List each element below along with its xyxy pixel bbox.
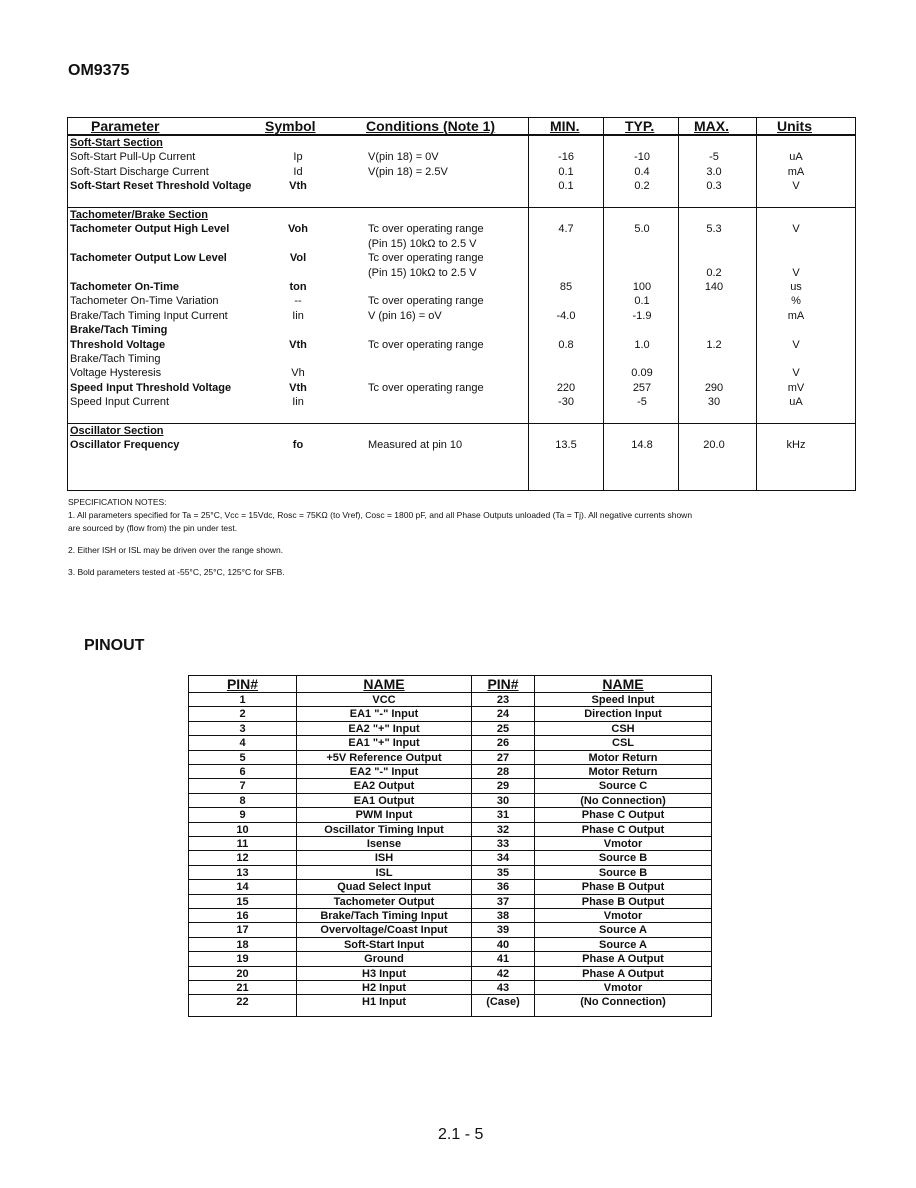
spec-typ: 14.8 xyxy=(631,439,653,452)
spec-typ: 100 xyxy=(632,281,652,293)
page-title: OM9375 xyxy=(68,62,130,79)
pin-name-2: Motor Return xyxy=(588,751,658,764)
spec-section-row xyxy=(68,208,855,222)
spec-row xyxy=(68,294,855,308)
pinout-row xyxy=(189,692,711,706)
pin-name-2: Direction Input xyxy=(584,708,662,721)
spec-row xyxy=(68,179,855,193)
pin-number: 11 xyxy=(236,838,249,850)
spec-typ: 0.2 xyxy=(634,180,650,193)
pin-name-2: Phase B Output xyxy=(581,881,665,894)
spec-param: Soft-Start Discharge Current xyxy=(70,165,209,178)
note-2: 2. Either ISH or ISL may be driven over the range shown. xyxy=(68,545,284,555)
pinout-row xyxy=(189,778,711,792)
pinout-row xyxy=(189,721,711,735)
spec-min: 0.8 xyxy=(558,338,574,351)
pinout-header-name: NAME xyxy=(363,676,405,692)
pin-name-2: Phase A Output xyxy=(582,953,664,966)
spec-typ: 5.0 xyxy=(634,223,650,236)
spec-typ: 0.1 xyxy=(634,295,650,308)
pin-name: H1 Input xyxy=(362,996,406,1009)
spec-param: Threshold Voltage xyxy=(70,338,166,351)
spec-conditions: V(pin 18) = 0V xyxy=(368,151,439,164)
pin-number: 1 xyxy=(239,694,246,706)
spec-units: V xyxy=(792,223,800,236)
spec-conditions: (Pin 15) 10kΩ to 2.5 V xyxy=(368,266,477,279)
spec-conditions: Tc over operating range xyxy=(368,223,484,236)
spec-param: Brake/Tach Timing xyxy=(70,324,168,337)
spec-units: V xyxy=(792,180,800,193)
pin-number: 9 xyxy=(239,809,246,822)
pinout-row xyxy=(189,735,711,749)
pin-number-2: 34 xyxy=(496,852,510,865)
note-3: 3. Bold parameters tested at -55°C, 25°C, 125°C for SFB. xyxy=(68,567,285,577)
pin-number: 13 xyxy=(236,866,249,879)
spec-symbol: Iin xyxy=(292,309,304,322)
spec-max: 0.3 xyxy=(706,180,722,193)
pin-number: 17 xyxy=(236,924,249,937)
pinout-row xyxy=(189,793,711,807)
pinout-row xyxy=(189,980,711,994)
spec-min: 220 xyxy=(556,381,576,394)
spec-units: uA xyxy=(789,396,803,409)
pin-number: 10 xyxy=(236,823,249,836)
pin-number: 20 xyxy=(236,967,249,980)
spec-max: -5 xyxy=(709,151,719,164)
spec-min: -16 xyxy=(558,151,574,164)
note-1-continued: are sourced by (flow from) the pin under test. xyxy=(68,523,238,533)
pin-number: 18 xyxy=(236,938,249,951)
pinout-title: PINOUT xyxy=(84,637,145,654)
pin-name-2: (No Connection) xyxy=(580,996,666,1009)
pin-number-2: 33 xyxy=(496,838,510,850)
pinout-row xyxy=(189,908,711,922)
pin-name: ISH xyxy=(374,852,394,865)
pinout-row xyxy=(189,822,711,836)
pin-name: EA2 Output xyxy=(353,780,415,793)
pin-name: EA1 Output xyxy=(353,794,415,807)
pinout-header-pin: PIN# xyxy=(226,676,259,692)
pin-number-2: 27 xyxy=(496,751,510,764)
pin-name-2: Phase C Output xyxy=(581,809,665,822)
spec-row xyxy=(68,165,855,179)
spec-param: Soft-Start Reset Threshold Voltage xyxy=(70,180,252,193)
pinout-row xyxy=(189,764,711,778)
spec-param: Brake/Tach Timing Input Current xyxy=(70,309,228,322)
spec-units: V xyxy=(792,338,800,351)
spec-symbol: Vh xyxy=(291,367,305,380)
pin-name-2: Vmotor xyxy=(603,838,643,850)
pin-number-2: 24 xyxy=(496,708,510,721)
pin-number: 21 xyxy=(236,982,249,994)
pin-name: Isense xyxy=(366,838,402,850)
spec-typ: 1.0 xyxy=(634,338,650,351)
pinout-row xyxy=(189,994,711,1008)
pin-number: 16 xyxy=(236,910,249,922)
pin-name: H3 Input xyxy=(362,967,406,980)
pin-number: 12 xyxy=(236,852,249,865)
spec-units: mV xyxy=(787,381,805,394)
spec-row xyxy=(68,381,855,395)
pin-name-2: Source B xyxy=(598,852,648,865)
pin-number: 2 xyxy=(239,708,246,721)
header-parameter: Parameter xyxy=(91,118,160,134)
spec-min: 0.1 xyxy=(558,165,574,178)
spec-symbol: ton xyxy=(289,281,307,293)
pinout-header-name-2: NAME xyxy=(602,676,644,692)
spec-conditions: Tc over operating range xyxy=(368,338,484,351)
spec-units: % xyxy=(791,295,801,308)
spec-param: Soft-Start Section xyxy=(70,137,163,149)
spec-conditions: (Pin 15) 10kΩ to 2.5 V xyxy=(368,237,477,250)
spec-units: mA xyxy=(787,309,805,322)
pin-name: Quad Select Input xyxy=(337,881,431,894)
pin-number-2: 31 xyxy=(496,809,510,822)
pin-name-2: Source A xyxy=(599,924,647,937)
spec-param: Voltage Hysteresis xyxy=(70,367,162,380)
spec-units: us xyxy=(790,281,802,293)
spec-conditions: V(pin 18) = 2.5V xyxy=(368,165,448,178)
pin-number-2: 29 xyxy=(496,780,510,793)
spec-min: 85 xyxy=(559,281,573,293)
spec-row xyxy=(68,237,855,251)
pinout-table xyxy=(188,675,712,1017)
spec-param: Tachometer/Brake Section xyxy=(70,209,208,221)
spec-row xyxy=(68,251,855,265)
specification-notes xyxy=(68,496,858,579)
pin-number-2: 30 xyxy=(496,794,510,807)
spec-min: -30 xyxy=(558,396,574,409)
spec-conditions: Tc over operating range xyxy=(368,252,484,265)
spec-min: 13.5 xyxy=(555,439,577,452)
pin-name: EA1 "+" Input xyxy=(348,737,420,750)
pin-number: 14 xyxy=(236,881,249,894)
spec-max: 290 xyxy=(704,381,724,394)
header-min: MIN. xyxy=(550,118,580,134)
pin-number-2: 32 xyxy=(496,823,510,836)
spec-max: 140 xyxy=(704,281,724,293)
pin-name-2: Motor Return xyxy=(588,766,658,778)
header-conditions: Conditions (Note 1) xyxy=(366,118,496,134)
spec-units: V xyxy=(792,367,800,380)
spec-symbol: Vth xyxy=(289,338,307,351)
pin-number: 15 xyxy=(236,895,249,908)
header-symbol: Symbol xyxy=(265,118,316,134)
pin-name: EA2 "+" Input xyxy=(348,722,420,735)
pinout-row xyxy=(189,836,711,850)
pinout-row xyxy=(189,937,711,951)
spec-param: Speed Input Current xyxy=(70,396,170,409)
pin-name: Ground xyxy=(364,953,404,966)
spec-max: 3.0 xyxy=(706,165,722,178)
spec-row xyxy=(68,323,855,337)
spec-symbol: Id xyxy=(293,165,303,178)
specifications-table xyxy=(67,117,856,491)
spec-section-row xyxy=(68,136,855,150)
spec-param: Oscillator Section xyxy=(70,425,164,437)
note-1: 1. All parameters specified for Ta = 25°C, Vcc = 15Vdc, Rosc = 75KΩ (to Vref), Cosc = 1800 pF, and all Phase Outputs unloaded (Ta = Tj). All negative currents shown xyxy=(68,510,693,520)
spec-row xyxy=(68,366,855,380)
header-typ: TYP. xyxy=(625,118,655,134)
pin-name-2: Phase A Output xyxy=(582,967,664,980)
spec-row xyxy=(68,194,855,208)
spec-typ: -10 xyxy=(634,151,650,164)
spec-param: Tachometer On-Time xyxy=(70,281,180,293)
spec-symbol: Vth xyxy=(289,180,307,193)
spec-units: V xyxy=(792,266,800,279)
spec-row xyxy=(68,338,855,352)
pin-number: 5 xyxy=(239,751,246,764)
pin-name: H2 Input xyxy=(362,982,406,994)
spec-typ: 0.09 xyxy=(631,367,653,380)
pin-name: PWM Input xyxy=(355,809,413,822)
pin-name-2: CSL xyxy=(612,737,634,750)
spec-typ: -1.9 xyxy=(632,309,652,322)
notes-heading: SPECIFICATION NOTES: xyxy=(68,497,167,507)
pin-name: ISL xyxy=(375,866,393,879)
spec-param: Tachometer Output Low Level xyxy=(70,252,227,265)
spec-units: kHz xyxy=(786,439,806,452)
header-max: MAX. xyxy=(694,118,729,134)
pin-number-2: (Case) xyxy=(486,996,520,1009)
spec-conditions: Tc over operating range xyxy=(368,381,484,394)
spec-max: 0.2 xyxy=(706,266,722,279)
spec-max: 20.0 xyxy=(703,439,725,452)
pin-number: 7 xyxy=(239,780,246,793)
spec-symbol: Vth xyxy=(289,381,307,394)
pinout-row xyxy=(189,966,711,980)
spec-symbol: Vol xyxy=(289,252,307,265)
pin-number: 4 xyxy=(239,737,246,750)
pin-number: 6 xyxy=(239,766,246,778)
spec-symbol: fo xyxy=(292,439,304,452)
spec-row xyxy=(68,395,855,409)
spec-param: Tachometer On-Time Variation xyxy=(70,295,219,308)
pin-number-2: 35 xyxy=(496,866,510,879)
pin-number-2: 28 xyxy=(496,766,510,778)
spec-units: uA xyxy=(789,151,803,164)
spec-conditions: V (pin 16) = oV xyxy=(368,309,442,322)
spec-param: Soft-Start Pull-Up Current xyxy=(70,151,196,164)
spec-typ: 0.4 xyxy=(634,165,650,178)
pin-name: +5V Reference Output xyxy=(326,751,442,764)
pin-number-2: 23 xyxy=(496,694,510,706)
pinout-row xyxy=(189,865,711,879)
spec-row xyxy=(68,222,855,236)
pinout-row xyxy=(189,894,711,908)
pin-name: Oscillator Timing Input xyxy=(324,823,444,836)
pin-name: Soft-Start Input xyxy=(343,938,425,951)
pin-number: 19 xyxy=(236,953,249,966)
pinout-row xyxy=(189,807,711,821)
spec-row xyxy=(68,352,855,366)
pinout-row xyxy=(189,706,711,720)
pin-number-2: 26 xyxy=(496,737,510,750)
spec-row xyxy=(68,266,855,280)
pin-name-2: Phase B Output xyxy=(581,895,665,908)
spec-section-row xyxy=(68,424,855,438)
spec-min: 4.7 xyxy=(558,223,574,236)
pin-number-2: 38 xyxy=(496,910,510,922)
page-number: 2.1 - 5 xyxy=(438,1126,484,1143)
pin-number: 3 xyxy=(239,722,246,735)
pin-name-2: Source A xyxy=(599,938,647,951)
pin-name: EA1 "-" Input xyxy=(349,708,419,721)
pin-number-2: 43 xyxy=(496,982,510,994)
spec-min: 0.1 xyxy=(558,180,574,193)
pin-name-2: Speed Input xyxy=(591,694,655,706)
pin-number-2: 42 xyxy=(496,967,510,980)
spec-symbol: -- xyxy=(294,295,302,308)
spec-units: mA xyxy=(787,165,805,178)
pin-name-2: (No Connection) xyxy=(580,794,666,807)
spec-symbol: Voh xyxy=(288,223,308,236)
pin-number-2: 41 xyxy=(496,953,510,966)
header-units: Units xyxy=(777,118,812,134)
pin-number-2: 40 xyxy=(496,938,510,951)
pin-name-2: Source C xyxy=(598,780,648,793)
spec-max: 1.2 xyxy=(706,338,722,351)
pin-name: Overvoltage/Coast Input xyxy=(320,924,448,937)
pin-number-2: 39 xyxy=(496,924,510,937)
pinout-row xyxy=(189,951,711,965)
spec-typ: -5 xyxy=(637,396,647,409)
spec-max: 30 xyxy=(707,396,721,409)
spec-row xyxy=(68,438,855,452)
pinout-row xyxy=(189,879,711,893)
spec-max: 5.3 xyxy=(706,223,722,236)
spec-param: Speed Input Threshold Voltage xyxy=(70,381,232,394)
pin-number-2: 37 xyxy=(496,895,510,908)
pinout-row xyxy=(189,922,711,936)
spec-param: Tachometer Output High Level xyxy=(70,223,230,236)
pin-name: EA2 "-" Input xyxy=(349,766,419,778)
spec-param: Oscillator Frequency xyxy=(70,439,180,452)
spec-min: -4.0 xyxy=(556,309,576,322)
pin-name-2: Vmotor xyxy=(603,982,643,994)
spec-conditions: Tc over operating range xyxy=(368,295,484,308)
pin-number-2: 25 xyxy=(496,722,510,735)
pin-name: VCC xyxy=(372,694,396,706)
spec-row xyxy=(68,309,855,323)
pin-name: Brake/Tach Timing Input xyxy=(320,910,448,922)
pin-number: 22 xyxy=(236,996,249,1009)
pin-name-2: CSH xyxy=(611,722,635,735)
pin-number-2: 36 xyxy=(496,881,510,894)
pin-name: Tachometer Output xyxy=(333,895,435,908)
spec-row xyxy=(68,280,855,294)
spec-row xyxy=(68,150,855,164)
spec-param: Brake/Tach Timing xyxy=(70,353,161,365)
spec-typ: 257 xyxy=(632,381,652,394)
spec-symbol: Ip xyxy=(293,151,303,164)
pin-number: 8 xyxy=(239,794,246,807)
pin-name-2: Phase C Output xyxy=(581,823,665,836)
pin-name-2: Source B xyxy=(598,866,648,879)
pin-name-2: Vmotor xyxy=(603,910,643,922)
pinout-row xyxy=(189,750,711,764)
spec-conditions: Measured at pin 10 xyxy=(368,439,463,452)
spec-row xyxy=(68,410,855,424)
pinout-header-pin-2: PIN# xyxy=(487,676,519,692)
spec-symbol: Iin xyxy=(292,396,304,409)
pinout-row xyxy=(189,850,711,864)
